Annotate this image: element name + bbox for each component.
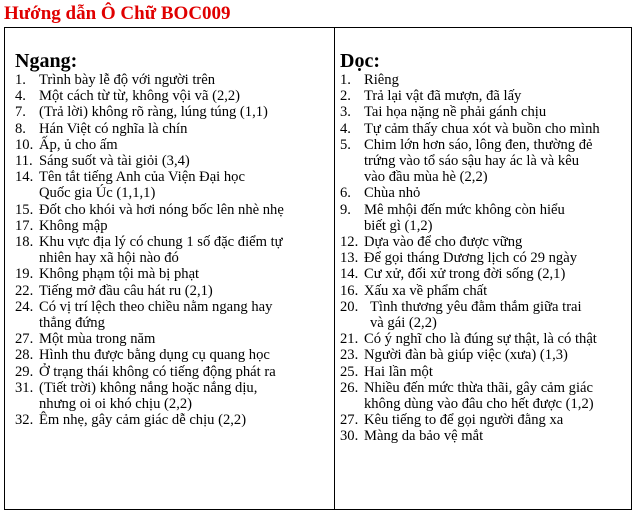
- clue-number: 32.: [15, 412, 34, 429]
- across-clue: [15, 380, 334, 412]
- clue-number: 21.: [340, 331, 359, 348]
- down-clue: [340, 72, 631, 88]
- clue-number: 23.: [340, 347, 359, 364]
- clue-number: 17.: [15, 217, 34, 234]
- across-clue: [15, 299, 334, 331]
- clue-text: Ấp, ủ cho ấm: [39, 136, 118, 153]
- across-clue: [15, 121, 334, 137]
- clue-number: 14.: [15, 169, 34, 186]
- clue-number: 18.: [15, 234, 34, 251]
- clue-text: Có ý nghĩ cho là đúng sự thật, là có thật: [364, 331, 597, 348]
- clue-number: 7.: [15, 104, 26, 121]
- clue-text: Riêng: [364, 72, 399, 88]
- across-clue: [15, 88, 334, 104]
- clue-number: 25.: [340, 363, 359, 380]
- across-clue: [15, 283, 334, 299]
- clue-text: Chùa nhỏ: [364, 185, 421, 202]
- down-clue: [340, 266, 631, 282]
- clue-text: Để gọi tháng Dương lịch có 29 ngày: [364, 250, 578, 267]
- clue-number: 13.: [340, 250, 359, 267]
- clue-text: Chim lớn hơn sáo, lông đen, thường đẻ: [364, 136, 593, 153]
- clue-number: 1.: [15, 72, 26, 88]
- across-clue: [15, 202, 334, 218]
- clue-number: 20.: [340, 298, 359, 315]
- clue-number: 15.: [15, 201, 34, 218]
- clue-number: 9.: [340, 201, 351, 218]
- clue-number: 5.: [340, 136, 351, 153]
- clue-text: Dựa vào để cho được vững: [364, 234, 523, 251]
- across-clue: [15, 266, 334, 282]
- down-clue: [340, 283, 631, 299]
- clue-text: Có vị trí lệch theo chiều nằm ngang hay: [39, 298, 273, 315]
- across-clue: [15, 169, 334, 201]
- clue-text: Kêu tiếng to để gọi người đằng xa: [364, 412, 564, 429]
- across-clue: [15, 153, 334, 169]
- clue-text: Mê mhội đến mức không còn hiểu: [364, 201, 565, 218]
- down-clue: [340, 121, 631, 137]
- clue-number: 16.: [340, 282, 359, 299]
- down-clue: [340, 412, 631, 428]
- clue-text: Tai họa nặng nề phải gánh chịu: [364, 104, 547, 121]
- clue-text-continued: thẳng đứng: [39, 315, 105, 332]
- clue-text-continued: trứng vào tổ sáo sậu hay ác là và kêu: [364, 153, 579, 170]
- clue-text: Không phạm tội mà bị phạt: [39, 266, 200, 283]
- clue-number: 8.: [15, 120, 26, 137]
- clue-text: Nhiều đến mức thừa thãi, gây cảm giác: [364, 379, 593, 396]
- clue-text: Trả lại vật đã mượn, đã lấy: [364, 88, 522, 105]
- clue-text: Trình bày lễ độ với người trên: [39, 72, 216, 88]
- page-title: Hướng dẫn Ô Chữ BOC009: [4, 3, 231, 24]
- across-clue: [15, 104, 334, 120]
- across-clue: [15, 72, 334, 88]
- down-clue: [340, 364, 631, 380]
- across-clue: [15, 234, 334, 266]
- across-clue: [15, 218, 334, 234]
- across-clue: [15, 331, 334, 347]
- clue-number: 24.: [15, 298, 34, 315]
- clue-text: Hình thu được bằng dụng cụ quang học: [39, 347, 270, 364]
- clue-text: Tên tắt tiếng Anh của Viện Đại học: [39, 169, 245, 186]
- clue-number: 6.: [340, 185, 351, 202]
- clue-number: 26.: [340, 379, 359, 396]
- clue-text-continued: nhiên hay xã hội nào đó: [39, 250, 179, 267]
- clue-text: Sáng suốt và tài giỏi (3,4): [39, 153, 190, 170]
- clue-number: 11.: [15, 153, 33, 170]
- clue-text: (Tiết trời) không nắng hoặc nắng dịu,: [39, 379, 258, 396]
- down-clue: [340, 104, 631, 120]
- clue-number: 27.: [340, 412, 359, 429]
- down-clue-list: [340, 72, 631, 445]
- clue-number: 30.: [340, 428, 359, 445]
- down-clue: [340, 428, 631, 444]
- down-clue: [340, 250, 631, 266]
- clue-text: (Trả lời) không rõ ràng, lúng túng (1,1): [39, 104, 268, 121]
- clue-text: Tình thương yêu đằm thắm giữa trai: [370, 298, 582, 315]
- clue-text-continued: Quốc gia Úc (1,1,1): [39, 185, 156, 202]
- down-clue: [340, 185, 631, 201]
- clue-table: [4, 27, 632, 510]
- across-column: [5, 28, 335, 509]
- clue-number: 3.: [340, 104, 351, 121]
- clue-number: 2.: [340, 88, 351, 105]
- clue-text-continued: không dùng vào đâu cho hết được (1,2): [364, 396, 594, 413]
- clue-number: 19.: [15, 266, 34, 283]
- down-clue: [340, 299, 631, 331]
- across-clue: [15, 412, 334, 428]
- clue-number: 27.: [15, 331, 34, 348]
- down-clue: [340, 380, 631, 412]
- clue-text: Người đàn bà giúp việc (xưa) (1,3): [364, 347, 568, 364]
- clue-text: Đốt cho khói và hơi nóng bốc lên nhè nhẹ: [39, 201, 284, 218]
- across-heading: Ngang:: [15, 50, 78, 72]
- down-clue: [340, 202, 631, 234]
- down-clue: [340, 88, 631, 104]
- clue-text-continued: vào đầu mùa hè (2,2): [364, 169, 488, 186]
- down-clue: [340, 234, 631, 250]
- clue-text: Không mập: [39, 217, 108, 234]
- clue-text: Màng da bảo vệ mắt: [364, 428, 484, 445]
- clue-text: Ở trạng thái không có tiếng động phát ra: [39, 363, 276, 380]
- clue-number: 28.: [15, 347, 34, 364]
- across-clue-list: [15, 72, 334, 428]
- clue-number: 31.: [15, 379, 34, 396]
- clue-number: 29.: [15, 363, 34, 380]
- clue-text-continued: nhưng oi oi khó chịu (2,2): [39, 396, 193, 413]
- down-clue: [340, 347, 631, 363]
- clue-text-continued: và gái (2,2): [370, 315, 437, 332]
- clue-number: 4.: [340, 120, 351, 137]
- clue-text: Cư xử, đối xử trong đời sống (2,1): [364, 266, 566, 283]
- clue-number: 4.: [15, 88, 26, 105]
- clue-number: 1.: [340, 72, 351, 88]
- clue-text: Một mùa trong năm: [39, 331, 156, 348]
- clue-text: Xấu xa về phẩm chất: [364, 282, 488, 299]
- clue-text: Êm nhẹ, gây cảm giác dễ chịu (2,2): [39, 412, 247, 429]
- down-column: [335, 28, 631, 509]
- clue-text: Hán Việt có nghĩa là chín: [39, 120, 188, 137]
- clue-number: 10.: [15, 136, 34, 153]
- down-clue: [340, 137, 631, 186]
- clue-number: 12.: [340, 234, 359, 251]
- across-clue: [15, 347, 334, 363]
- across-clue: [15, 364, 334, 380]
- across-clue: [15, 137, 334, 153]
- clue-text: Tiếng mở đầu câu hát ru (2,1): [39, 282, 213, 299]
- clue-text: Khu vực địa lý có chung 1 số đặc điểm tự: [39, 234, 283, 251]
- clue-text: Hai lần một: [364, 363, 433, 380]
- clue-number: 14.: [340, 266, 359, 283]
- clue-text: Một cách từ từ, không vội vã (2,2): [39, 88, 241, 105]
- down-heading: Dọc:: [340, 50, 380, 72]
- clue-text-continued: biết gì (1,2): [364, 217, 433, 234]
- clue-text: Tự cảm thấy chua xót và buồn cho mình: [364, 120, 600, 137]
- clue-number: 22.: [15, 282, 34, 299]
- down-clue: [340, 331, 631, 347]
